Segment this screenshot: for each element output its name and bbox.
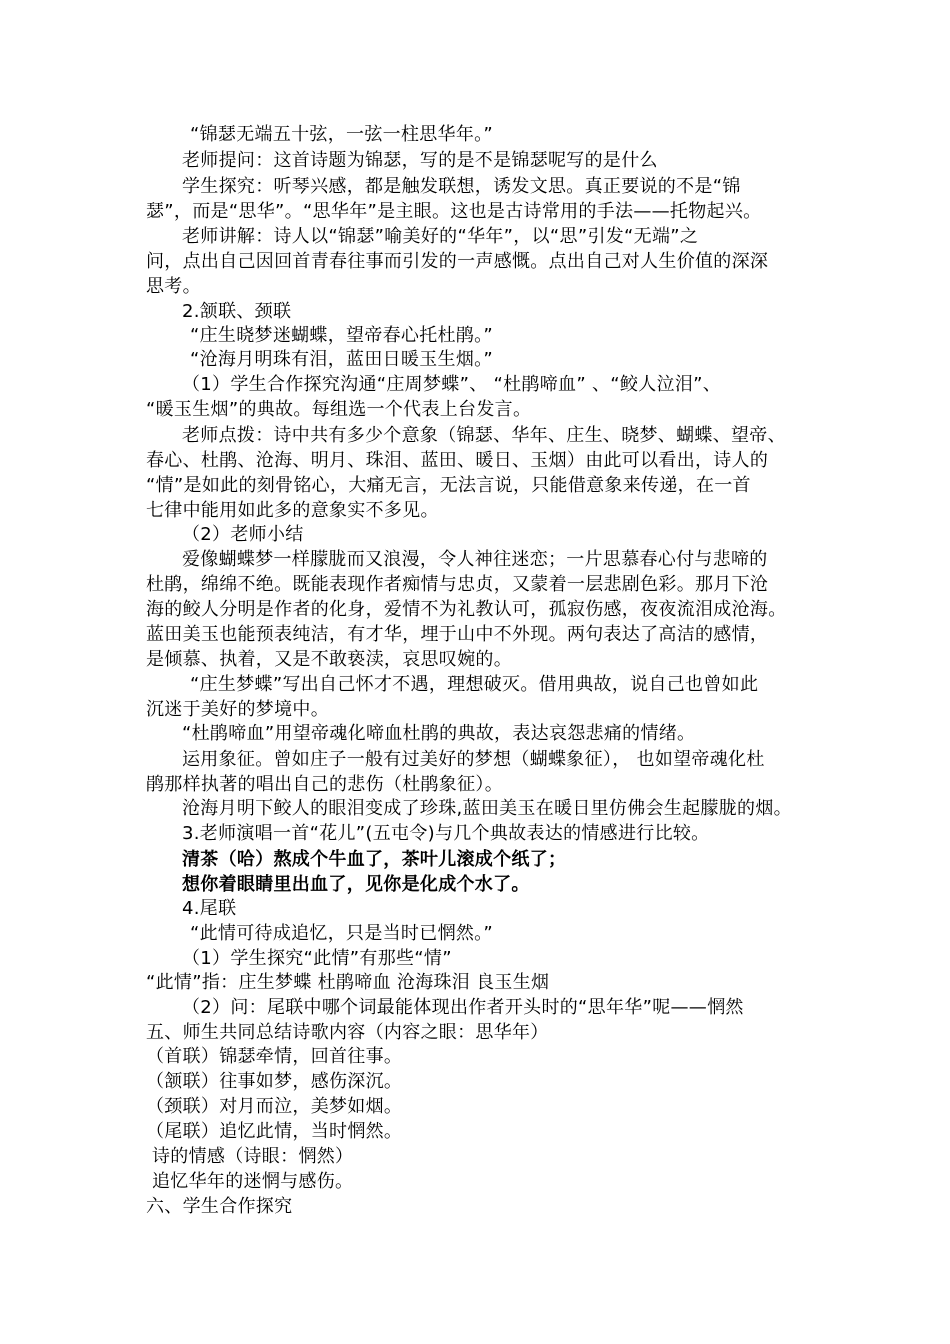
- poem-line: “此情可待成追忆，只是当时已惘然。”: [190, 923, 494, 944]
- poem-line-first-couplet: “锦瑟无端五十弦，一弦一柱思华年。”: [190, 124, 494, 145]
- paragraph-line: 春心、杜鹃、沧海、明月、珠泪、蓝田、暖日、玉烟）由此可以看出，诗人的: [146, 450, 769, 471]
- paragraph-line: 七律中能用如此多的意象实不多见。: [146, 500, 439, 521]
- paragraph-line: 蓝田美玉也能预表纯洁，有才华，埋于山中不外现。两句表达了高洁的感情，: [146, 624, 769, 645]
- paragraph-line: “此情”指：庄生梦蝶 杜鹃啼血 沧海珠泪 良玉生烟: [146, 972, 550, 993]
- section-heading: 3.老师演唱一首“花儿”(五屯令)与几个典故表达的情感进行比较。: [182, 823, 710, 844]
- section-heading: （2）老师小结: [182, 524, 304, 545]
- paragraph-line: 鹃那样执著的唱出自己的悲伤（杜鹃象征）。: [146, 774, 503, 795]
- paragraph-line: 思考。: [146, 276, 201, 297]
- paragraph-line: 杜鹃，绵绵不绝。既能表现作者痴情与忠贞，又蒙着一层悲剧色彩。那月下沧: [146, 574, 769, 595]
- paragraph-line: 沉迷于美好的梦境中。: [146, 699, 329, 720]
- summary-line: 诗的情感（诗眼：惘然）: [152, 1146, 354, 1167]
- summary-line: （首联）锦瑟牵情，回首往事。: [146, 1046, 403, 1067]
- paragraph-line: 问，点出自己因回首青春往事而引发的一声感慨。点出自己对人生价值的深深: [146, 251, 769, 272]
- paragraph-line: 海的鲛人分明是作者的化身，爱情不为礼教认可，孤寂伤感，夜夜流泪成沧海。: [146, 599, 787, 620]
- section-heading: 六、学生合作探究: [146, 1196, 293, 1217]
- paragraph-line: 是倾慕、执着，又是不敢亵渎，哀思叹婉的。: [146, 649, 512, 670]
- section-heading: 五、师生共同总结诗歌内容（内容之眼：思华年）: [146, 1022, 549, 1043]
- paragraph-line: 运用象征。曾如庄子一般有过美好的梦想（蝴蝶象征）， 也如望帝魂化杜: [182, 749, 765, 770]
- paragraph-line: 老师点拨：诗中共有多少个意象（锦瑟、华年、庄生、晓梦、蝴蝶、望帝、: [182, 425, 786, 446]
- poem-line: “沧海月明珠有泪，蓝田日暖玉生烟。”: [190, 349, 494, 370]
- summary-line: （颈联）对月而泣，美梦如烟。: [146, 1096, 403, 1117]
- paragraph-line: 老师提问：这首诗题为锦瑟，写的是不是锦瑟呢写的是什么: [182, 150, 658, 171]
- paragraph-line: “暖玉生烟”的典故。每组选一个代表上台发言。: [146, 399, 532, 420]
- song-lyric-line: 想你着眼睛里出血了，见你是化成个水了。: [182, 874, 530, 895]
- summary-line: 追忆华年的迷惘与感伤。: [152, 1171, 354, 1192]
- paragraph-line: “杜鹃啼血”用望帝魂化啼血杜鹃的典故，表达哀怨悲痛的情绪。: [182, 723, 696, 744]
- paragraph-line: 沧海月明下鲛人的眼泪变成了珍珠,蓝田美玉在暖日里仿佛会生起朦胧的烟。: [182, 798, 792, 819]
- poem-line: “庄生晓梦迷蝴蝶，望帝春心托杜鹃。”: [190, 325, 494, 346]
- paragraph-line: （1）学生探究“此情”有那些“情”: [182, 948, 452, 969]
- paragraph-line: 学生探究：听琴兴感，都是触发联想，诱发文思。真正要说的不是“锦: [182, 176, 741, 197]
- paragraph-line: （2）问：尾联中哪个词最能体现出作者开头时的“思年华”呢——惘然: [182, 997, 744, 1018]
- summary-line: （颔联）往事如梦，感伤深沉。: [146, 1071, 403, 1092]
- paragraph-line: “庄生梦蝶”写出自己怀才不遇，理想破灭。借用典故，说自己也曾如此: [190, 674, 759, 695]
- paragraph-line: “情”是如此的刻骨铭心，大痛无言，无法言说，只能借意象来传递，在一首: [146, 475, 751, 496]
- summary-line: （尾联）追忆此情，当时惘然。: [146, 1121, 403, 1142]
- paragraph-line: （1）学生合作探究沟通“庄周梦蝶”、 “杜鹃啼血” 、“鲛人泣泪”、: [182, 374, 722, 395]
- paragraph-line: 瑟”，而是“思华”。“思华年”是主眼。这也是古诗常用的手法——托物起兴。: [146, 201, 762, 222]
- paragraph-line: 老师讲解：诗人以“锦瑟”喻美好的“华年”，以“思”引发“无端”之: [182, 226, 699, 247]
- section-heading: 4.尾联: [182, 898, 237, 919]
- paragraph-line: 爱像蝴蝶梦一样朦胧而又浪漫，令人神往迷恋；一片思慕春心付与悲啼的: [182, 549, 768, 570]
- section-heading: 2.颔联、颈联: [182, 301, 292, 322]
- song-lyric-line: 清茶（哈）熬成个牛血了，茶叶儿滚成个纸了；: [182, 849, 567, 870]
